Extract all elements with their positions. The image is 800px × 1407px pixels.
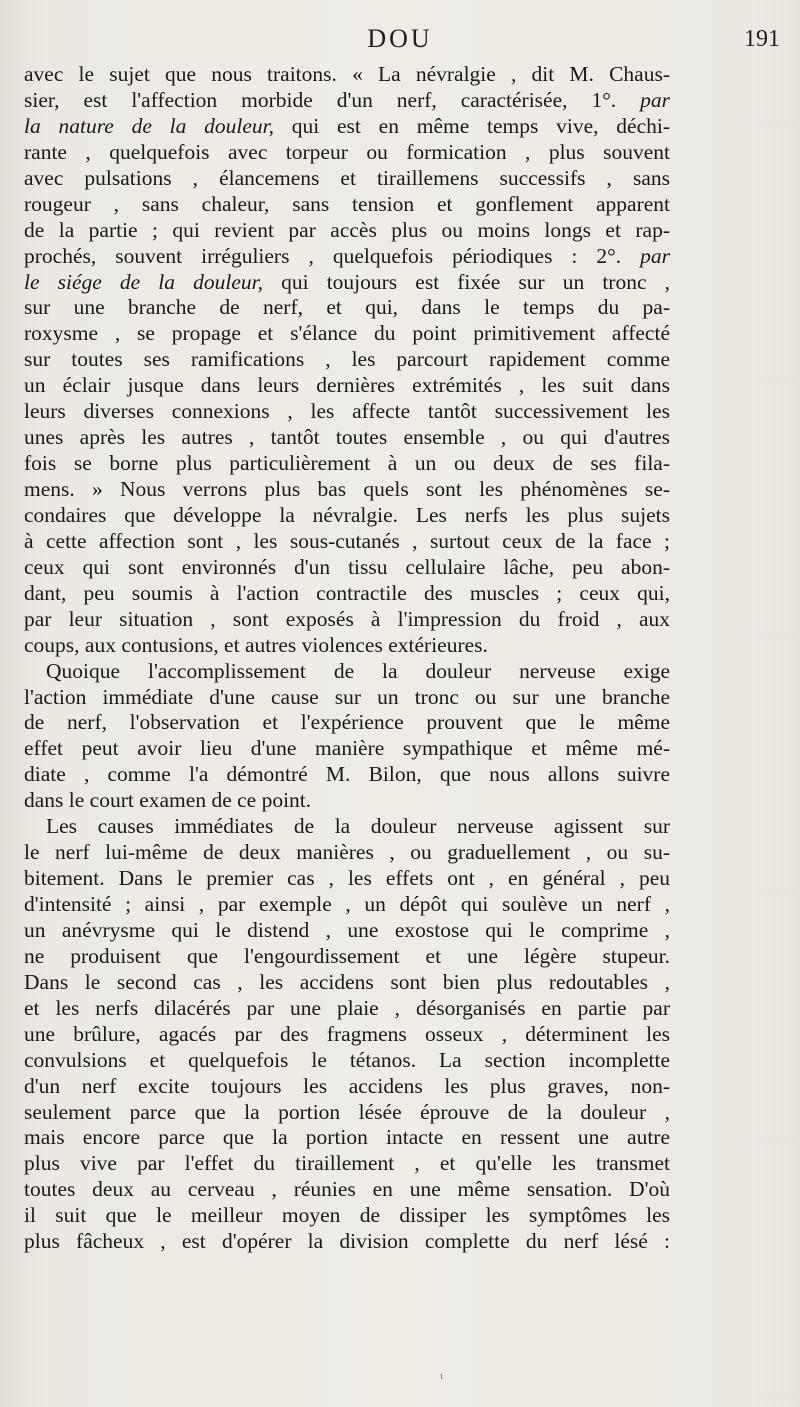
text-line: sur toutes ses ramifications , les parcourt rapidement comme [24, 347, 670, 372]
italic-text: par [640, 87, 670, 112]
text-line: un anévrysme qui le distend , une exostose qui le comprime , [24, 917, 670, 942]
text-segment: qui est en même temps vive, déchi- [274, 113, 670, 138]
italic-text: la nature de la douleur, [24, 113, 275, 138]
text-line [24, 244, 670, 270]
text-line: effet peut avoir lieu d'une manière sympathique et même mé- [24, 736, 670, 761]
text-line: mais encore parce que la portion intacte en ressent une autre [24, 1125, 670, 1150]
italic-text: le siége de la douleur, [24, 269, 264, 294]
paragraph-first-line: Quoique l'accomplissement de la douleur nerveuse exige [46, 658, 670, 683]
text-line: le nerf lui-même de deux manières , ou graduellement , ou su- [24, 840, 670, 865]
text-line: convulsions et quelquefois le tétanos. La section incomplette [24, 1047, 670, 1072]
text-line: et les nerfs dilacérés par une plaie , désorganisés en partie par [24, 995, 670, 1020]
paragraph-first-line: Les causes immédiates de la douleur nerveuse agissent sur [46, 814, 670, 839]
text-line: il suit que le meilleur moyen de dissiper les symptômes les [24, 1203, 670, 1228]
text-line: à cette affection sont , les sous-cutanés , surtout ceux de la face ; [24, 528, 670, 553]
italic-text: par [640, 243, 670, 268]
footer-mark: ι [440, 1372, 444, 1382]
text-line: avec le sujet que nous traitons. « La névralgie , dit M. Chaus- [24, 62, 670, 86]
running-head-title: DOU [367, 24, 433, 53]
text-line: fois se borne plus particulièrement à un ou deux de ses fila- [24, 451, 670, 476]
paragraph-last-line: dans le court examen de ce point. [24, 788, 312, 813]
text-line: par leur situation , sont exposés à l'impression du froid , aux [24, 606, 670, 631]
text-line: plus vive par l'effet du tiraillement , et qu'elle les transmet [24, 1151, 670, 1176]
text-line: mens. » Nous verrons plus bas quels sont les phénomènes se- [24, 477, 670, 501]
text-line: condaires que développe la névralgie. Les nerfs les plus sujets [24, 502, 670, 527]
text-segment: prochés, souvent irréguliers , quelquefois périodiques : 2°. [24, 243, 641, 268]
body-text [24, 62, 670, 1255]
text-line: de nerf, l'observation et l'expérience prouvent que le même [24, 710, 670, 735]
text-line [24, 270, 670, 296]
text-line: diate , comme l'a démontré M. Bilon, que nous allons suivre [24, 762, 670, 787]
text-line: bitement. Dans le premier cas , les effets ont , en général , peu [24, 866, 670, 891]
text-line [24, 88, 670, 114]
text-line: rougeur , sans chaleur, sans tension et gonflement apparent [24, 191, 670, 216]
running-head [0, 22, 800, 62]
text-line: Dans le second cas , les accidens sont bien plus redoutables , [24, 969, 670, 994]
text-line: une brûlure, agacés par des fragmens osseux , déterminent les [24, 1021, 670, 1046]
text-line: rante , quelquefois avec torpeur ou formication , plus souvent [24, 139, 670, 164]
text-line: toutes deux au cerveau , réunies en une même sensation. D'où [24, 1177, 670, 1202]
text-line: d'un nerf excite toujours les accidens les plus graves, non- [24, 1073, 670, 1098]
text-line: avec pulsations , élancemens et tiraillemens successifs , sans [24, 165, 670, 190]
text-line: l'action immédiate d'une cause sur un tronc ou sur une branche [24, 684, 670, 709]
text-line: de la partie ; qui revient par accès plus ou moins longs et rap- [24, 217, 670, 242]
text-line: sur une branche de nerf, et qui, dans le temps du pa- [24, 295, 670, 320]
text-line: dant, peu soumis à l'action contractile des muscles ; ceux qui, [24, 580, 670, 605]
paragraph-last-line: coups, aux contusions, et autres violences extérieures. [24, 632, 488, 657]
text-line: leurs diverses connexions , les affecte tantôt successivement les [24, 399, 670, 424]
text-line: d'intensité ; ainsi , par exemple , un dépôt qui soulève un nerf , [24, 892, 670, 916]
text-line: seulement parce que la portion lésée éprouve de la douleur , [24, 1099, 670, 1124]
text-segment: qui toujours est fixée sur un tronc , [263, 269, 670, 294]
text-line: ne produisent que l'engourdissement et une légère stupeur. [24, 943, 670, 968]
text-line: roxysme , se propage et s'élance du point primitivement affecté [24, 321, 670, 346]
text-line [24, 114, 670, 140]
text-segment: sier, est l'affection morbide d'un nerf, caractérisée, 1°. [24, 87, 641, 112]
text-line: un éclair jusque dans leurs dernières extrémités , les suit dans [24, 373, 670, 398]
text-line: ceux qui sont environnés d'un tissu cellulaire lâche, peu abon- [24, 554, 670, 579]
text-line: plus fâcheux , est d'opérer la division complette du nerf lésé : [24, 1229, 670, 1254]
text-line: unes après les autres , tantôt toutes ensemble , ou qui d'autres [24, 425, 670, 450]
page-number: 191 [744, 26, 780, 52]
